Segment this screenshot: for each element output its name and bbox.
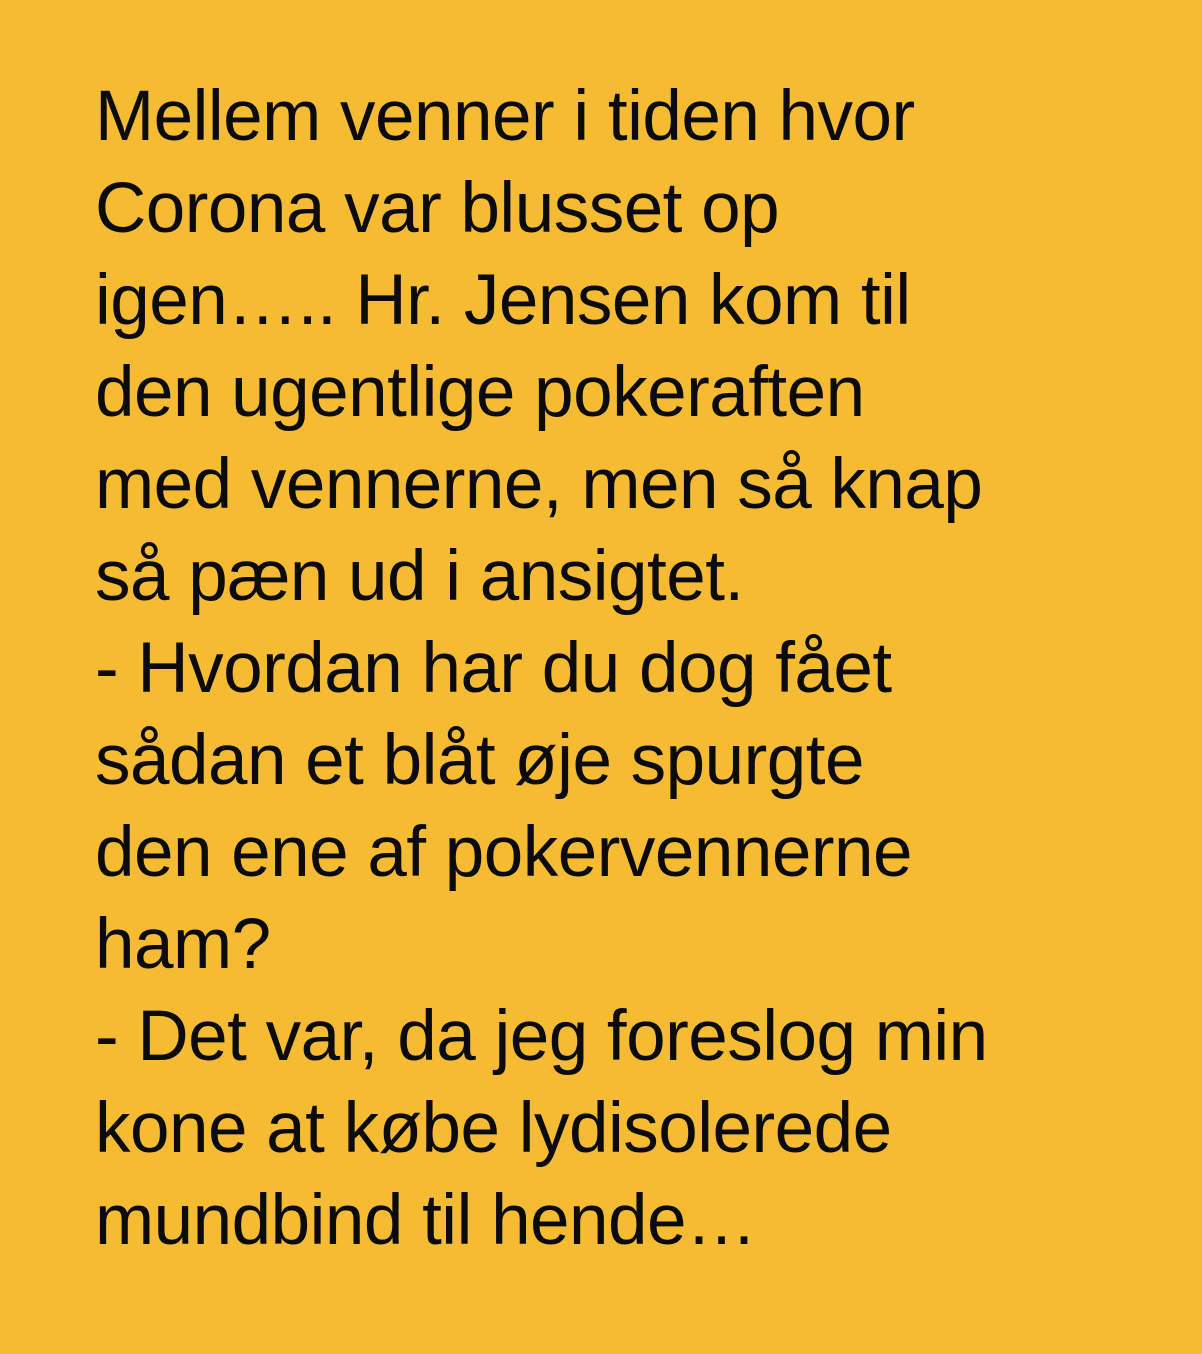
joke-line: kone at købe lydisolerede: [95, 1089, 892, 1168]
joke-line: med vennerne, men så knap: [95, 445, 983, 524]
joke-line: sådan et blåt øje spurgte: [95, 721, 864, 800]
joke-line: den ugentlige pokeraften: [95, 353, 865, 432]
joke-line: - Det var, da jeg foreslog min: [95, 997, 988, 1076]
joke-line: så pæn ud i ansigtet.: [95, 537, 744, 616]
joke-line: den ene af pokervennerne: [95, 813, 912, 892]
joke-line: ham?: [95, 905, 271, 984]
joke-text: [95, 77, 1175, 1276]
joke-line: igen….. Hr. Jensen kom til: [95, 261, 911, 340]
joke-line: Corona var blusset op: [95, 169, 780, 248]
joke-line: mundbind til hende…: [95, 1181, 757, 1260]
joke-line: - Hvordan har du dog fået: [95, 629, 892, 708]
joke-line: Mellem venner i tiden hvor: [95, 77, 915, 156]
